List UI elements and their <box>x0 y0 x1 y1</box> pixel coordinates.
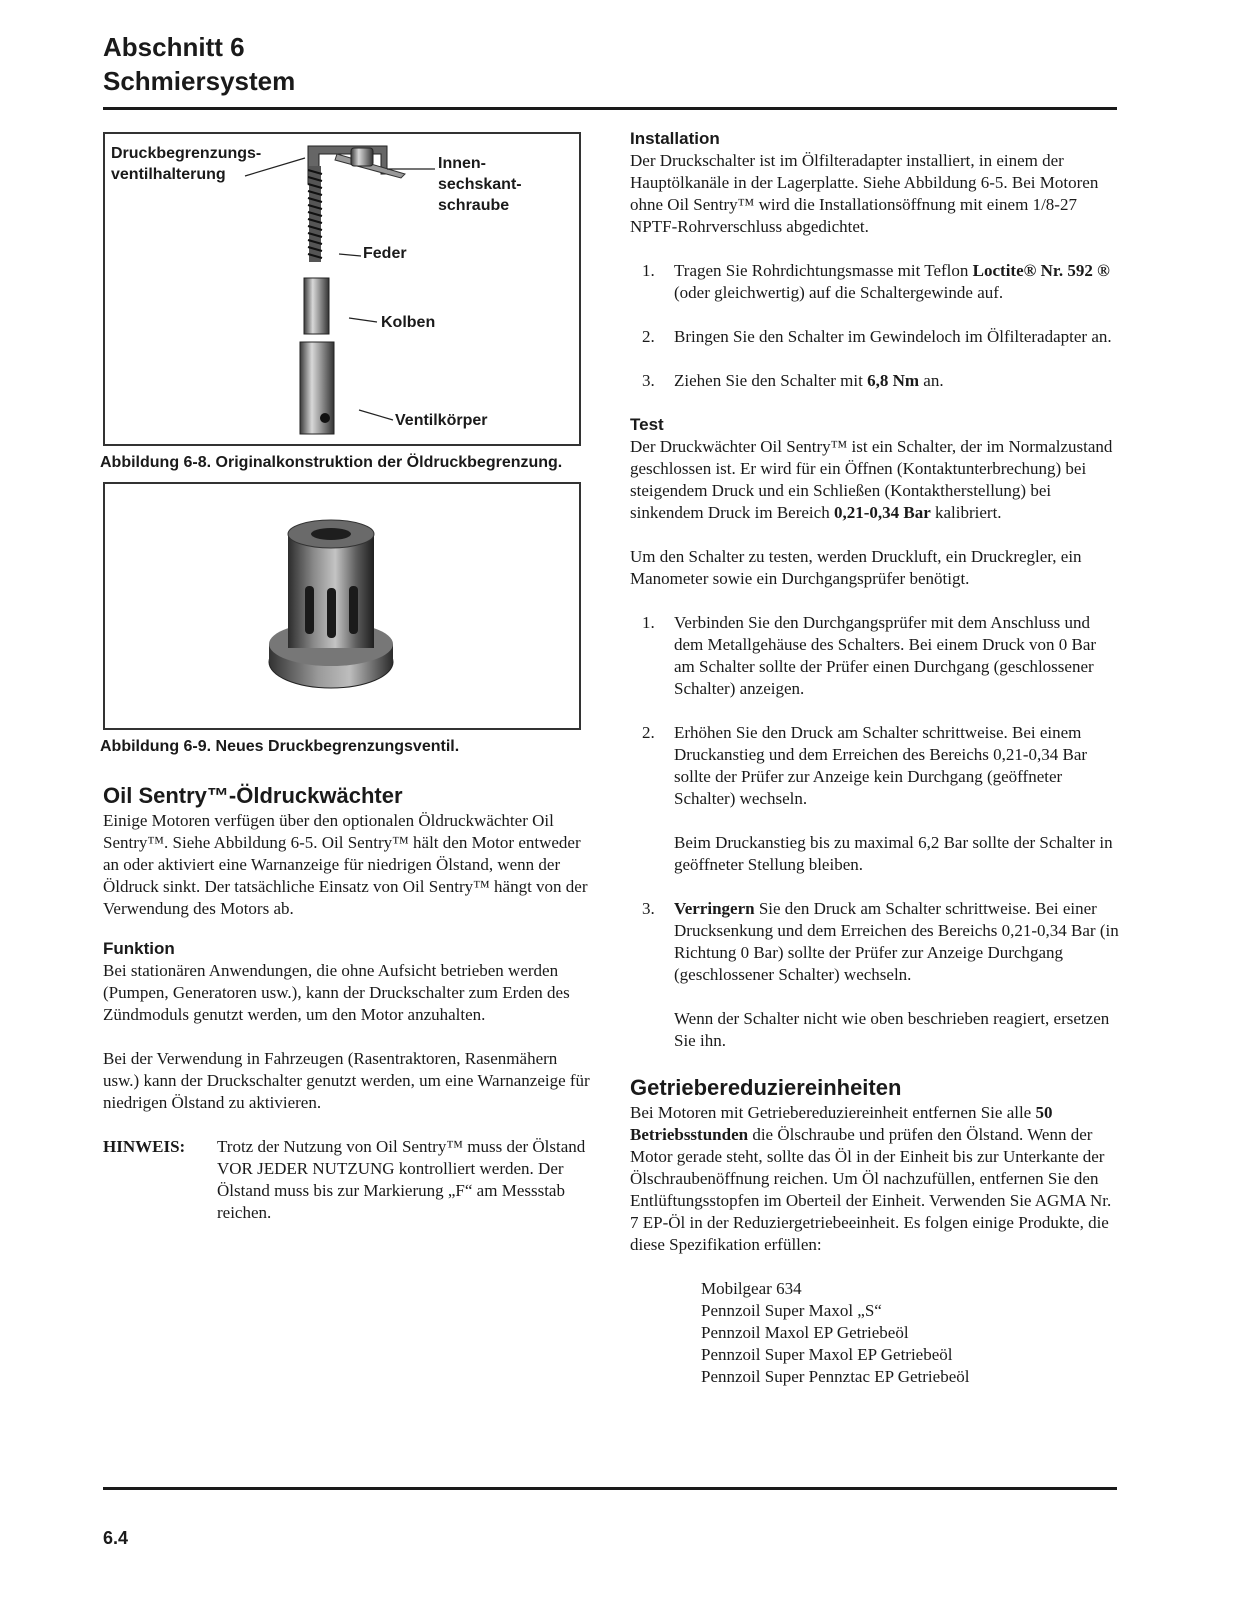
installation-heading: Installation <box>630 129 720 148</box>
figure-6-8 <box>103 132 581 446</box>
label-retainer: Druckbegrenzungs- ventilhalterung <box>111 145 262 183</box>
new-valve-photo <box>105 484 579 728</box>
funktion-paragraph-2: Bei der Verwendung in Fahrzeugen (Rasentraktoren, Rasenmähern usw.) kann der Druckschalter genutzt werden, um eine Warnanzeige für niedrigen Ölstand zu aktivieren. <box>103 1049 590 1112</box>
getriebe-text: Bei Motoren mit Getriebereduziereinheit entfernen Sie alle 50 Betriebsstunden die Ölschraube und prüfen den Ölstand. Wenn der Motor gerade steht, sollte das Öl in der Einheit bis zur Unterkante der Ölschraubenöffnung reichen. Um Öl nachzufüllen, entfernen Sie den Entlüftungsstopfen im Oberteil der Einheit. Verwenden Sie AGMA Nr. 7 EP-Öl in der Reduziergetriebeeinheit. Es folgen einige Produkte, die diese Spezifikation erfüllen: <box>630 1103 1112 1254</box>
test-paragraph-1: Der Druckwächter Oil Sentry™ ist ein Schalter, der im Normalzustand geschlossen ist. Er wird für ein Öffnen (Kontaktunterbrechung) bei steigendem Druck und ein Schließen (Kontaktherstellung) bei sinkendem Druck im Bereich 0,21-0,34 Bar kalibriert. <box>630 437 1113 522</box>
figure-6-8-caption: Abbildung 6-8. Originalkonstruktion der Öldruckbegrenzung. <box>100 454 563 471</box>
section-header <box>103 30 295 98</box>
label-spring: Feder <box>363 245 407 262</box>
label-valve-body: Ventilkörper <box>395 412 488 429</box>
oil-sentry-heading: Oil Sentry™-Öldruckwächter <box>103 783 403 808</box>
figure-6-9 <box>103 482 581 730</box>
note-block <box>103 1136 591 1224</box>
spring-illustration <box>308 166 322 262</box>
footer-rule <box>103 1487 1117 1490</box>
test-step-1: 1. Verbinden Sie den Durchgangsprüfer mit dem Anschluss und dem Metallgehäuse des Schalters. Bei einem Druck von 0 Bar am Schalter sollte der Prüfer einen Durchgang (geschlossener Schalter) anzeigen. <box>642 613 1097 698</box>
installation-step-3: 3. Ziehen Sie den Schalter mit 6,8 Nm an. <box>642 371 944 390</box>
test-steps <box>630 612 1120 1052</box>
installation-step-2: 2. Bringen Sie den Schalter im Gewindeloch im Ölfilteradapter an. <box>642 327 1112 346</box>
installation-text: Der Druckschalter ist im Ölfilteradapter installiert, in einem der Hauptölkanäle in der Lagerplatte. Siehe Abbildung 6-5. Bei Motoren ohne Oil Sentry™ wird die Installationsöffnung mit einem 1/8-27 NPTF-Rohrverschluss abgedichtet. <box>630 151 1099 236</box>
right-column <box>630 128 1120 1388</box>
header-rule <box>103 107 1117 110</box>
left-column <box>100 128 591 1224</box>
page-number: 6.4 <box>103 1528 129 1548</box>
figure-6-9-caption: Abbildung 6-9. Neues Druckbegrenzungsventil. <box>100 738 460 755</box>
test-step-2: 2. Erhöhen Sie den Druck am Schalter schrittweise. Bei einem Druckanstieg und dem Erreichen des Bereichs 0,21-0,34 Bar sollte der Prüfer zur Anzeige kein Durchgang (geöffneter Schalter) wechseln. Beim Druckanstieg bis zu maximal 6,2 Bar sollte der Schalter in geöffneter Stellung bleiben. <box>642 723 1113 874</box>
label-piston: Kolben <box>381 314 436 331</box>
product-list <box>701 1278 1120 1388</box>
funktion-paragraph-1: Bei stationären Anwendungen, die ohne Aufsicht betrieben werden (Pumpen, Generatoren usw.), kann der Druckschalter zum Erden des Zündmoduls genutzt werden, um den Motor anzuhalten. <box>103 961 570 1024</box>
getriebe-heading: Getriebereduziereinheiten <box>630 1075 902 1100</box>
label-hex-screw: Innen- sechskant- schraube <box>438 155 522 214</box>
piston-illustration <box>304 278 329 334</box>
product-item: Pennzoil Maxol EP Getriebeöl <box>701 1323 909 1342</box>
product-item: Pennzoil Super Maxol „S“ <box>701 1301 882 1320</box>
product-item: Pennzoil Super Pennztac EP Getriebeöl <box>701 1367 970 1386</box>
installation-steps <box>630 260 1120 392</box>
funktion-heading: Funktion <box>103 939 175 958</box>
test-step-3: 3. Verringern Sie den Druck am Schalter schrittweise. Bei einer Drucksenkung und dem Erreichen des Bereichs 0,21-0,34 Bar (in Richtung 0 Bar) sollte der Prüfer zur Anzeige Durchgang (geschlossener Schalter) wechseln. Wenn der Schalter nicht wie oben beschrieben reagiert, ersetzen Sie ihn. <box>642 899 1119 1050</box>
installation-step-1: 1. Tragen Sie Rohrdichtungsmasse mit Teflon Loctite® Nr. 592 ® (oder gleichwertig) auf die Schaltergewinde auf. <box>642 261 1110 302</box>
test-heading: Test <box>630 415 664 434</box>
section-title: Schmiersystem <box>103 66 296 96</box>
section-number: Abschnitt 6 <box>103 32 245 62</box>
note-label: HINWEIS: <box>103 1137 186 1156</box>
test-paragraph-2: Um den Schalter zu testen, werden Druckluft, ein Druckregler, ein Manometer sowie ein Durchgangsprüfer benötigt. <box>630 547 1082 588</box>
oil-sentry-text: Einige Motoren verfügen über den optionalen Öldruckwächter Oil Sentry™. Siehe Abbildung 6-5. Oil Sentry™ hält den Motor entweder an oder aktiviert eine Warnanzeige für niedrigen Ölstand, wenn der Öldruck sinkt. Der tatsächliche Einsatz von Oil Sentry™ hängt von der Verwendung des Motors ab. <box>103 811 588 918</box>
product-item: Pennzoil Super Maxol EP Getriebeöl <box>701 1345 953 1364</box>
note-text: Trotz der Nutzung von Oil Sentry™ muss der Ölstand VOR JEDER NUTZUNG kontrolliert werden. Der Ölstand muss bis zur Markierung „F“ am Messstab reichen. <box>217 1137 586 1222</box>
product-item: Mobilgear 634 <box>701 1279 802 1298</box>
